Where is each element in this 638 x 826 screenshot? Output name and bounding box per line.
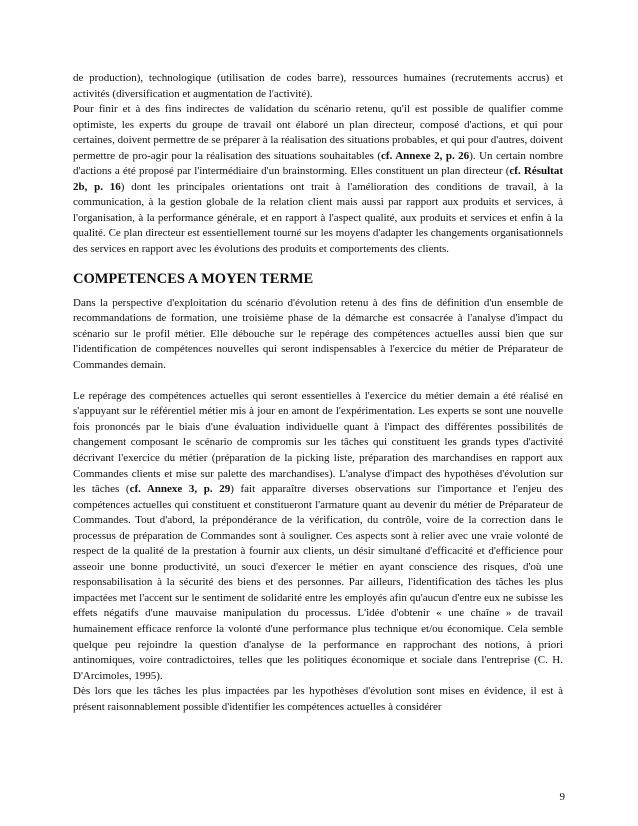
paragraph-reperage <box>73 389 563 684</box>
reference-annexe-2: cf. Annexe 2, p. 26 <box>381 149 470 162</box>
paragraph-plan-directeur <box>73 102 563 257</box>
paragraph-gap <box>73 373 563 389</box>
paragraph-des-lors: Dès lors que les tâches les plus impactées par les hypothèses d'évolution sont mises en évidence, il est à présent raisonnablement possible d'identifier les compétences actuelles à considérer <box>73 685 563 713</box>
text-run: Le repérage des compétences actuelles qui seront essentielles à l'exercice du métier demain a été réalisé en s'appuyant sur le référentiel métier mis à jour en amont de l'expérimentation. Les experts se sont une nouvelle fois prononcés par le biais d'une évaluation individuelle quant à l'impact des différentes possibilités de changement composant le scénario de compromis sur les tâches qui constituent les grands types d'activité décrivant l'exercice du métier (préparation de la picking liste, préparation des marchandises en rapport aux Commandes clients et mise sur palette des marchandises). L'analyse d'impact des hypothèses d'évolution sur les tâches ( <box>73 389 563 496</box>
paragraph-perspective: Dans la perspective d'exploitation du scénario d'évolution retenu à des fins de définition d'un ensemble de recommandations de formation, une troisième phase de la démarche est consacrée à l'analyse d'impact du scénario sur le profil métier. Elle débouche sur le repérage des compétences actuelles aussi bien que sur l'identification de compétences nouvelles qui seront indispensables à l'exercice du métier de Préparateur de Commandes demain. <box>73 296 563 371</box>
reference-resultat-2b: cf. Résultat 2b, p. 16 <box>73 165 563 193</box>
reference-annexe-3: cf. Annexe 3, p. 29 <box>129 483 231 496</box>
text-run: Pour finir et à des fins indirectes de validation du scénario retenu, qu'il est possible de qualifier comme optimiste, les experts du groupe de travail ont élaboré un plan directeur, composé d'actions, et qui pour certaines, doivent permettre de se préparer à la réalisation des situations probables, et qui pour d'autres, doivent permettre de pro-agir pour la réalisation des situations souhaitables ( <box>73 103 563 162</box>
page-number: 9 <box>559 791 565 803</box>
text-run: ) fait apparaître diverses observations sur l'importance et l'enjeu des compétences actuelles qui constituent et constitueront l'armature quant au devenir du métier de Préparateur de Commandes. Tout d'abord, la prépondérance de la vérification, du contrôle, voire de la correction dans le processus de préparation de Commandes sont à souligner. Ces aspects sont à relier avec une vraie volonté de respect de la qualité de la prestation à fournir aux clients, un désir simultané d'efficacité et d'efficience pour asseoir une bonne productivité, un souci d'exercer le métier en ayant conscience des risques, d'où une responsabilisation à la sécurité des biens et des personnes. Par ailleurs, l'identification des tâches les plus impactées met l'accent sur le sentiment de solidarité entre les employés afin qu'aucun d'entre eux ne subisse les effets négatifs d'une mauvaise manipulation du processus. L'idée d'obtenir « une chaîne » de travail humainement efficace renforce la volonté d'une performance plus technique et/ou économique. Cela semble quelque peu rejoindre la question d'analyse de la performance en rapprochant des notions, à priori antinomiques, voire contradictoires, telles que les politiques économique et sociale dans l'entreprise (C. H. D'Arcimoles, 1995). <box>73 483 564 682</box>
section-heading: COMPETENCES A MOYEN TERME <box>73 270 314 287</box>
text-run: ) dont les principales orientations ont trait à l'amélioration des conditions de travail, à la communication, à la gestion globale de la relation client mais aussi par rapport aux produits et services, à l'organisation, à la performance générale, et en rapport à l'aspect qualité, aux produits et services et enfin à la qualité. Ce plan directeur est essentiellement tourné sur les moyens d'adapter les changements organisationnels des services en rapport avec les évolutions des produits et comportements des clients. <box>73 180 563 256</box>
paragraph-continued: de production), technologique (utilisation de codes barre), ressources humaines (recrutements accrus) et activités (diversification et augmentation de l'activité). <box>73 72 563 100</box>
document-body <box>73 71 563 715</box>
text-run: ). Un certain nombre d'actions a été proposé par l'intermédiaire d'un brainstorming. Elles constituent un plan directeur ( <box>73 149 563 178</box>
